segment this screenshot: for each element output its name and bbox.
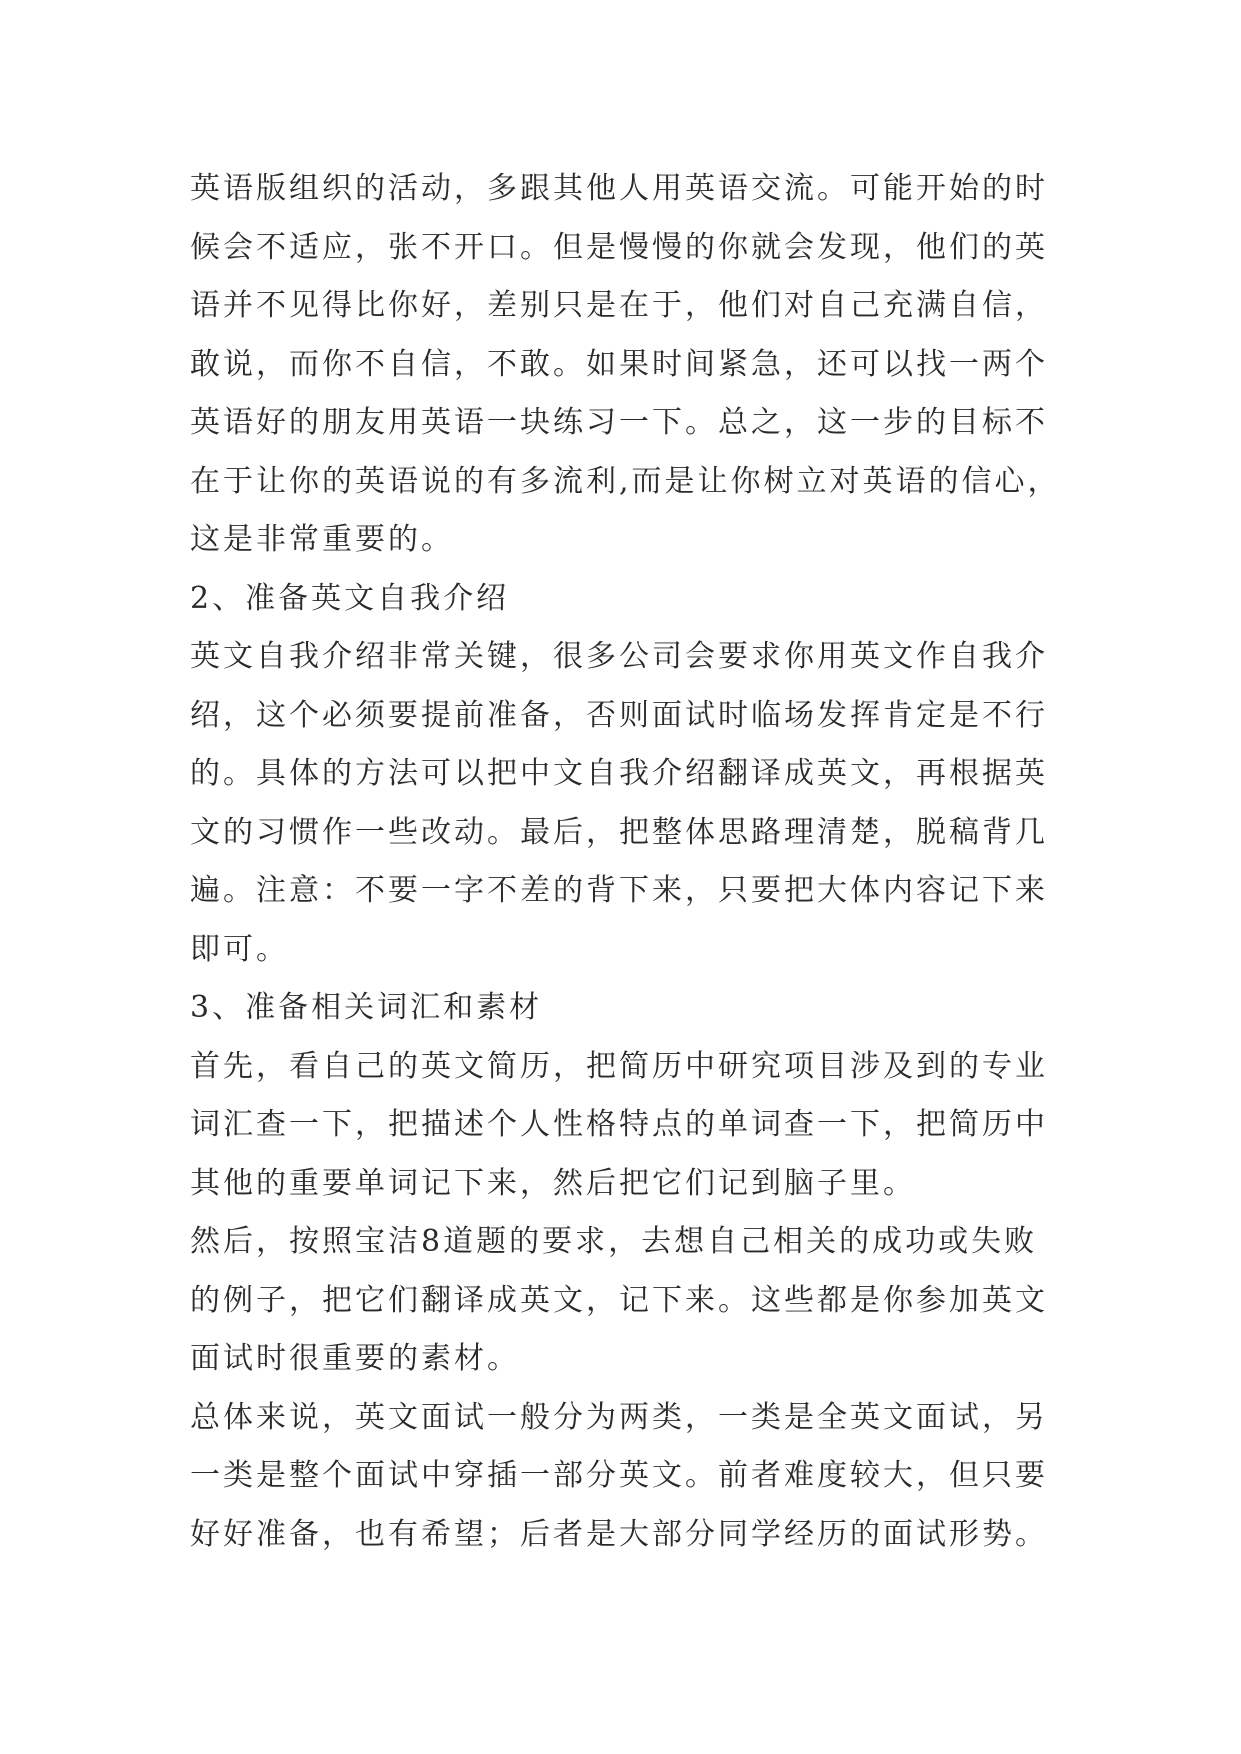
text-line: 这是非常重要的。 (190, 522, 454, 557)
text-line: 英语好的朋友用英语一块练习一下。总之，这一步的目标不 (190, 405, 1048, 440)
text-line: 文的习惯作一些改动。最后，把整体思路理清楚，脱稿背几 (190, 814, 1048, 850)
text-line: 面试时很重要的素材。 (190, 1341, 520, 1376)
text-line: 然后，按照宝洁8道题的要求，去想自己相关的成功或失败 (190, 1224, 1038, 1259)
text-line: 词汇查一下，把描述个人性格特点的单词查一下，把简历中 (190, 1107, 1048, 1142)
text-line: 在于让你的英语说的有多流利,而是让你树立对英语的信心， (190, 463, 1061, 499)
text-line: 英文自我介绍非常关键，很多公司会要求你用英文作自我介 (190, 639, 1048, 674)
section-heading: 2、准备英文自我介绍 (190, 580, 510, 616)
text-line: 候会不适应，张不开口。但是慢慢的你就会发现，他们的英 (190, 229, 1048, 265)
text-line: 即可。 (190, 931, 289, 967)
text-line: 敢说，而你不自信，不敢。如果时间紧急，还可以找一两个 (190, 346, 1048, 382)
text-line: 英语版组织的活动，多跟其他人用英语交流。可能开始的时 (190, 171, 1048, 206)
text-line: 的。具体的方法可以把中文自我介绍翻译成英文，再根据英 (190, 756, 1048, 791)
text-line: 一类是整个面试中穿插一部分英文。前者难度较大，但只要 (190, 1458, 1048, 1493)
text-line: 遍。注意：不要一字不差的背下来，只要把大体内容记下来 (190, 873, 1048, 908)
text-line: 首先，看自己的英文简历，把简历中研究项目涉及到的专业 (190, 1048, 1048, 1084)
section-heading: 3、准备相关词汇和素材 (190, 990, 543, 1025)
text-line: 语并不见得比你好，差别只是在于，他们对自己充满自信， (190, 288, 1048, 323)
text-line: 好好准备，也有希望；后者是大部分同学经历的面试形势。 (190, 1516, 1048, 1552)
text-line: 总体来说，英文面试一般分为两类，一类是全英文面试，另 (190, 1399, 1048, 1435)
text-line: 绍，这个必须要提前准备，否则面试时临场发挥肯定是不行 (190, 697, 1048, 733)
document-body (190, 160, 1070, 1564)
text-line: 的例子，把它们翻译成英文，记下来。这些都是你参加英文 (190, 1282, 1048, 1318)
text-line: 其他的重要单词记下来，然后把它们记到脑子里。 (190, 1165, 916, 1201)
